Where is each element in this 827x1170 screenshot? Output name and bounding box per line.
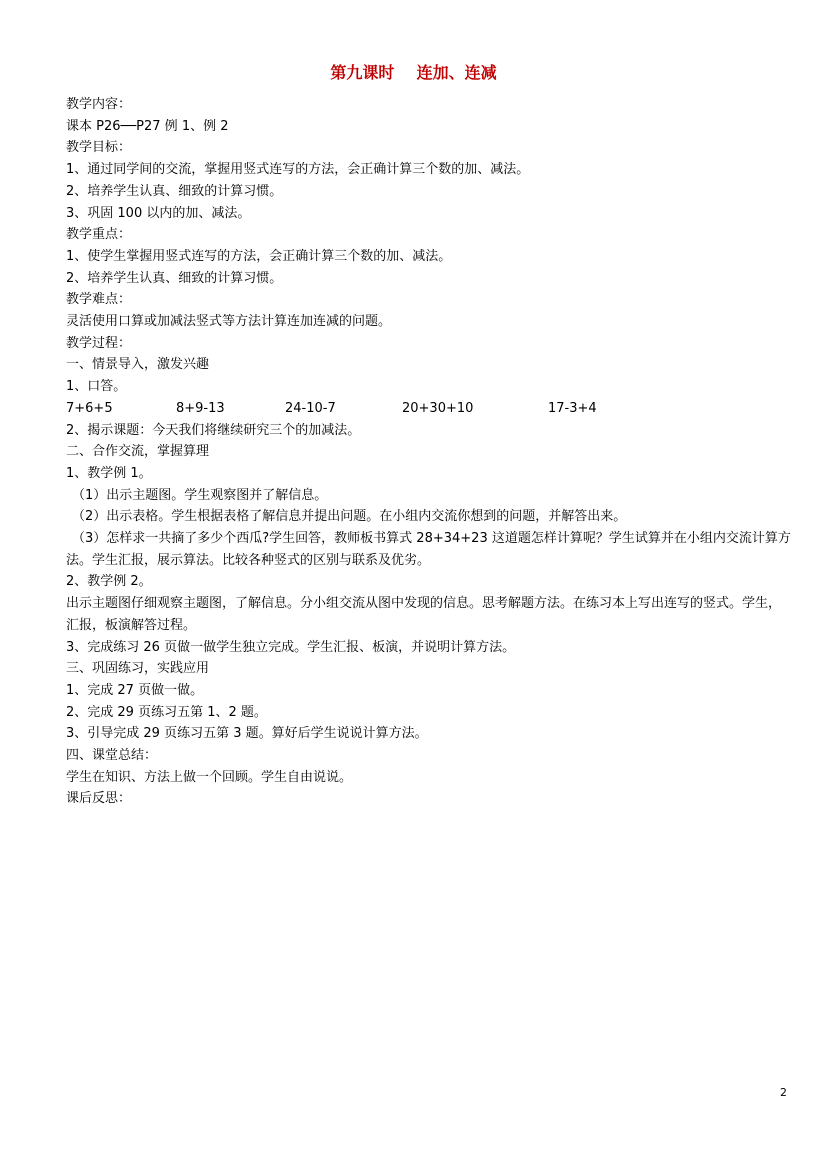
example-1-step-1: （1）出示主题图。学生观察图并了解信息。 [72,487,328,503]
goal-item-2: 2、培养学生认真、细致的计算习惯。 [66,183,283,199]
formula-row [66,398,792,420]
practice-2: 2、完成 29 页练习五第 1、2 题。 [66,704,267,720]
example-2: 2、教学例 2。 [66,574,152,590]
goal-item-1: 1、通过同学间的交流，掌握用竖式连写的方法，会正确计算三个数的加、减法。 [66,162,530,178]
goal-item-3: 3、巩固 100 以内的加、减法。 [66,205,251,221]
reveal-topic: 2、揭示课题：今天我们将继续研究三个的加减法。 [66,422,361,438]
section-3-heading: 三、巩固练习，实践应用 [66,661,210,677]
difficulty-heading: 教学难点： [66,292,132,308]
section-4-heading: 四、课堂总结： [66,748,158,764]
example-1-step-3: （3）怎样求一共摘了多少个西瓜?学生回答，教师板书算式 28+34+23 这道题怎样计算呢？学生试算并在小组内交流计算方法。学生汇报，展示算法。比较各种竖式的区别与联系及优劣。 [66,531,791,568]
page-title: 第九课时 连加、连减 [330,63,497,82]
process-heading: 教学过程： [66,335,132,351]
formula-2: 8+9-13 [176,400,225,416]
section-2-heading: 二、合作交流，掌握算理 [66,444,210,460]
formula-4: 20+30+10 [402,400,474,416]
oral-answer: 1、口答。 [66,379,127,395]
difficulty-item: 灵活使用口算或加减法竖式等方法计算连加连减的问题。 [66,314,392,330]
key-item-1: 1、使学生掌握用竖式连写的方法，会正确计算三个数的加、减法。 [66,248,452,264]
formula-3: 24-10-7 [285,400,336,416]
content-text: 课本 P26──P27 例 1、例 2 [66,118,229,134]
example-1: 1、教学例 1。 [66,465,152,481]
exercise-26: 3、完成练习 26 页做一做学生独立完成。学生汇报、板演，并说明计算方法。 [66,639,516,655]
example-2-detail: 出示主题图仔细观察主题图，了解信息。分小组交流从图中发现的信息。思考解题方法。在练习本上写出连写的竖式。学生，汇报，板演解答过程。 [66,596,782,633]
goal-heading: 教学目标： [66,140,132,156]
summary-text: 学生在知识、方法上做一个回顾。学生自由说说。 [66,769,353,785]
content-heading: 教学内容： [66,97,132,112]
key-heading: 教学重点： [66,227,132,243]
practice-3: 3、引导完成 29 页练习五第 3 题。算好后学生说说计算方法。 [66,726,428,742]
example-1-step-2: （2）出示表格。学生根据表格了解信息并提出问题。在小组内交流你想到的问题，并解答出来。 [72,509,627,525]
practice-1: 1、完成 27 页做一做。 [66,682,204,698]
section-1-heading: 一、情景导入，激发兴趣 [66,357,210,373]
page-number: 2 [780,1086,787,1099]
reflection-heading: 课后反思： [66,791,132,807]
formula-5: 17-3+4 [548,400,597,416]
document-body [66,94,792,810]
key-item-2: 2、培养学生认真、细致的计算习惯。 [66,270,283,286]
formula-1: 7+6+5 [66,400,113,416]
